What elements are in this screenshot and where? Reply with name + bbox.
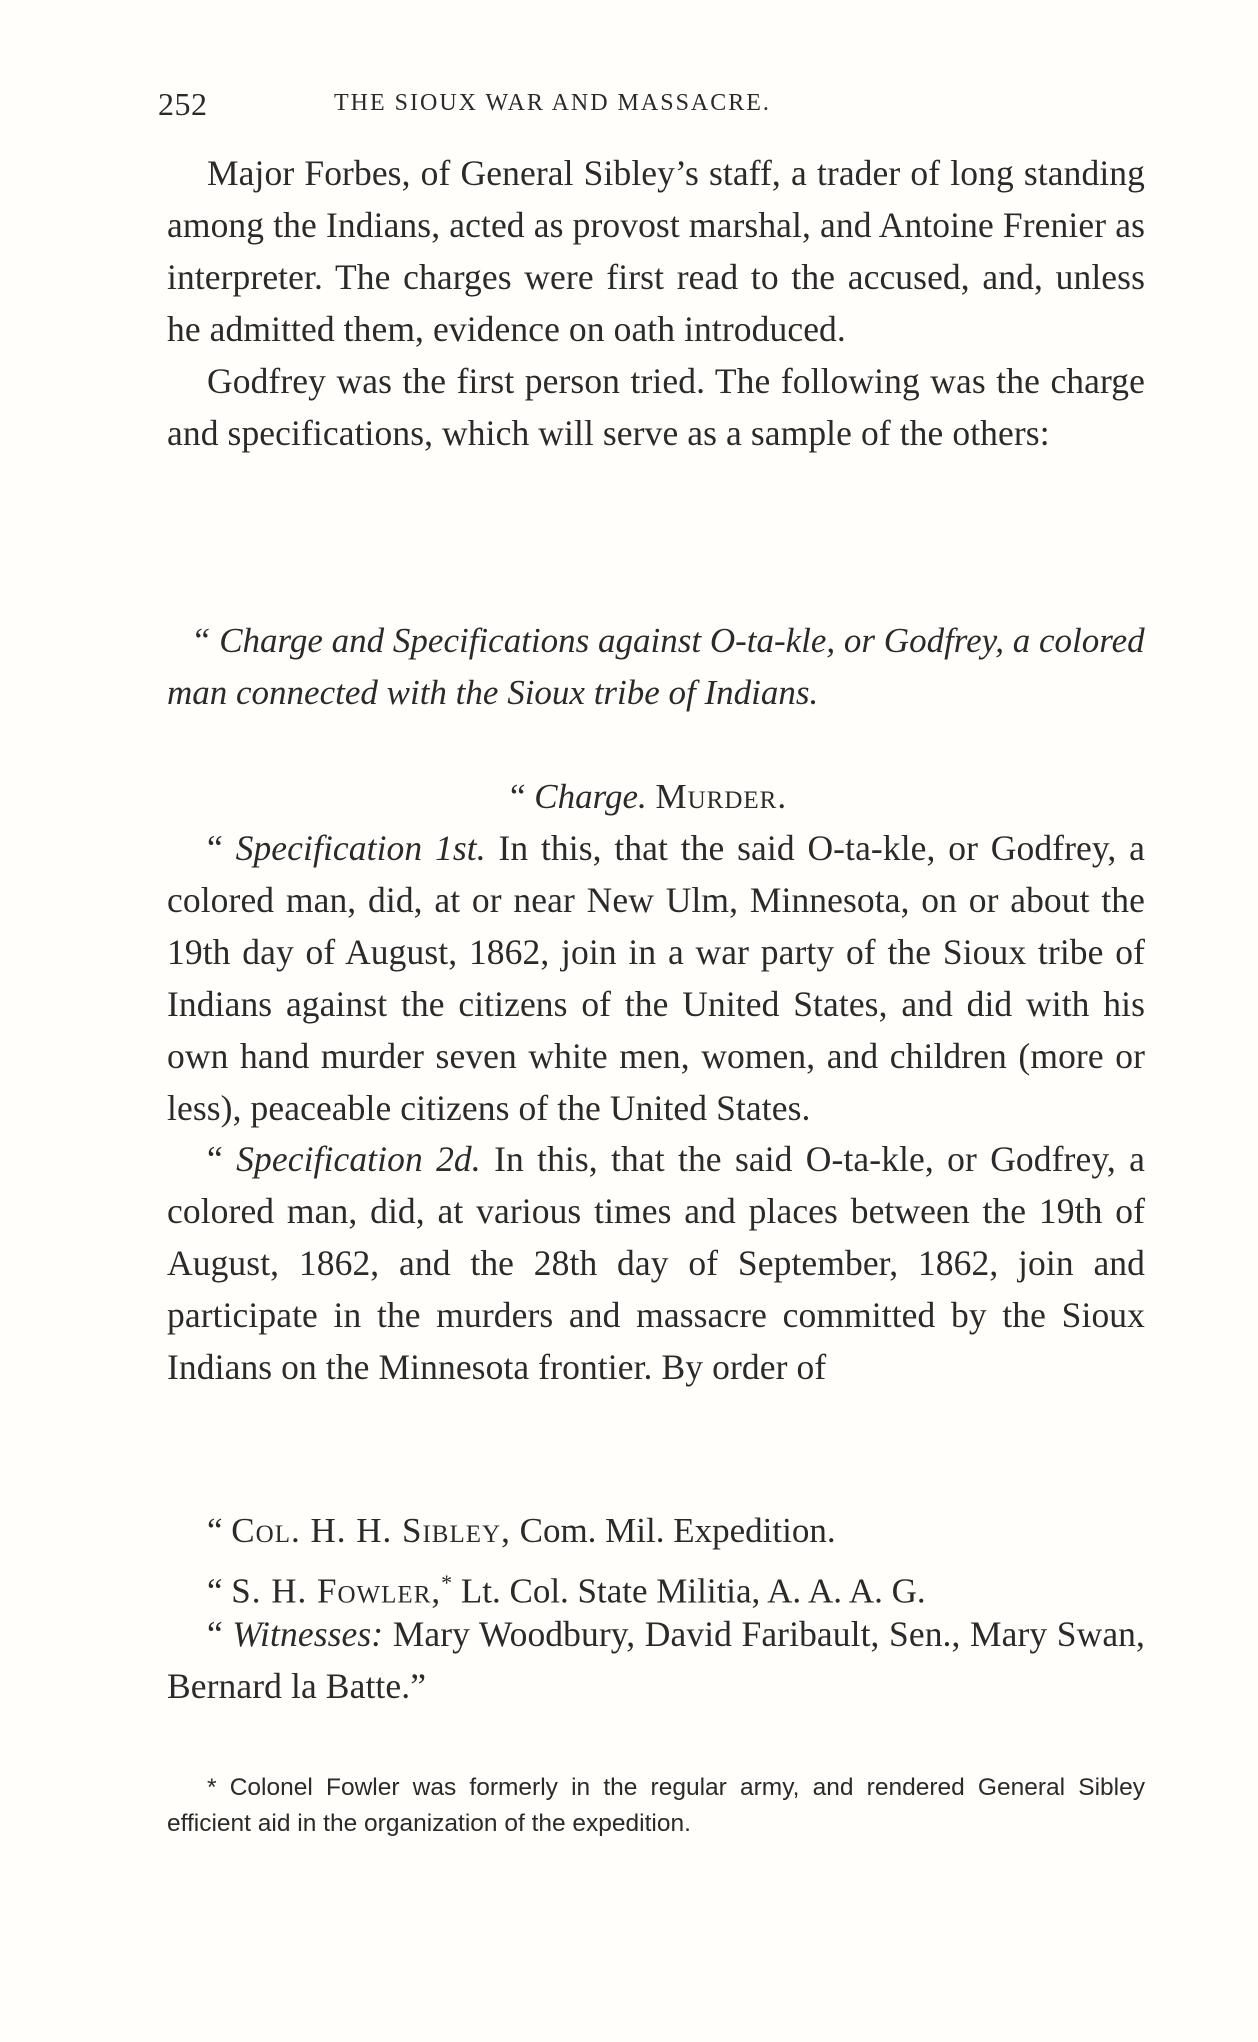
witnesses-block <box>167 1609 1145 1713</box>
paragraph-forbes: Major Forbes, of General Sibley’s staff, a trader of long standing among the Indians, acted as provost marshal, and Antoine Frenier as interpreter. The charges were first read to the accused, and, unless he admitted them, evidence on oath introduced. <box>167 153 1145 349</box>
opening-text <box>167 148 1145 459</box>
charge-value: Murder. <box>655 777 788 816</box>
sig1-name: Col. H. H. Sibley, <box>231 1511 511 1550</box>
sig1-open-quote: “ <box>207 1511 223 1550</box>
spec2-open-quote: “ <box>207 1139 223 1180</box>
footnote-marker: * <box>441 1570 453 1595</box>
order-text: By order of <box>661 1347 827 1388</box>
paragraph-godfrey: Godfrey was the first person tried. The following was the charge and specifications, which will serve as a sample of the others: <box>167 360 1145 453</box>
sig2-rest: Lt. Col. State Militia, A. A. A. G. <box>460 1571 926 1611</box>
spec1-label: Specification 1st. <box>235 828 486 868</box>
witness-label: Witnesses: <box>232 1614 384 1654</box>
specification-1 <box>167 823 1145 1134</box>
specification-2 <box>167 1134 1145 1394</box>
running-head: THE SIOUX WAR AND MASSACRE. <box>334 90 771 116</box>
sig2-name: S. H. Fowler, <box>231 1571 442 1611</box>
page-header <box>158 86 1068 130</box>
spec1-text: In this, that the said O-ta-kle, or Godfrey, a colored man, did, at or near New Ulm, Minnesota, on or about the 19th day of August, 1862, join in a war party of the Sioux tribe of Indians against the citizens of the United States, and did with his own hand murder seven white men, women, and children (more or less), peaceable citizens of the United States. <box>167 828 1145 1128</box>
sig2-open-quote: “ <box>207 1571 223 1611</box>
sig1-rest: Com. Mil. Expedition. <box>519 1511 836 1550</box>
spec1-open-quote: “ <box>207 828 223 868</box>
charge-heading <box>510 771 787 823</box>
charge-open-quote: “ <box>510 777 526 816</box>
charge-label: Charge. <box>534 777 647 816</box>
witnesses <box>167 1609 1145 1713</box>
witness-text: Mary Woodbury, David Faribault, Sen., Mary Swan, Bernard la Batte.” <box>167 1614 1146 1706</box>
witness-open-quote: “ <box>207 1614 223 1654</box>
spec2-label: Specification 2d. <box>236 1139 481 1180</box>
footnote: * Colonel Fowler was formerly in the regular army, and rendered General Sibley efficient aid in the organization of the expedition. <box>167 1774 1145 1837</box>
page-number: 252 <box>158 86 208 122</box>
specifications <box>167 823 1145 1394</box>
spec2-text: In this, that the said O-ta-kle, or Godfrey, a colored man, did, at various times and places between the 19th of August, 1862, and the 28th day of September, 1862, join and participate in the murders and massacre committed by the Sioux Indians on the Minnesota frontier. <box>167 1139 1145 1388</box>
signature-sibley <box>207 1505 836 1557</box>
charge-caption: “ Charge and Specifications against O-ta-kle, or Godfrey, a colored man connected with the Sioux tribe of Indians. <box>167 621 1145 712</box>
